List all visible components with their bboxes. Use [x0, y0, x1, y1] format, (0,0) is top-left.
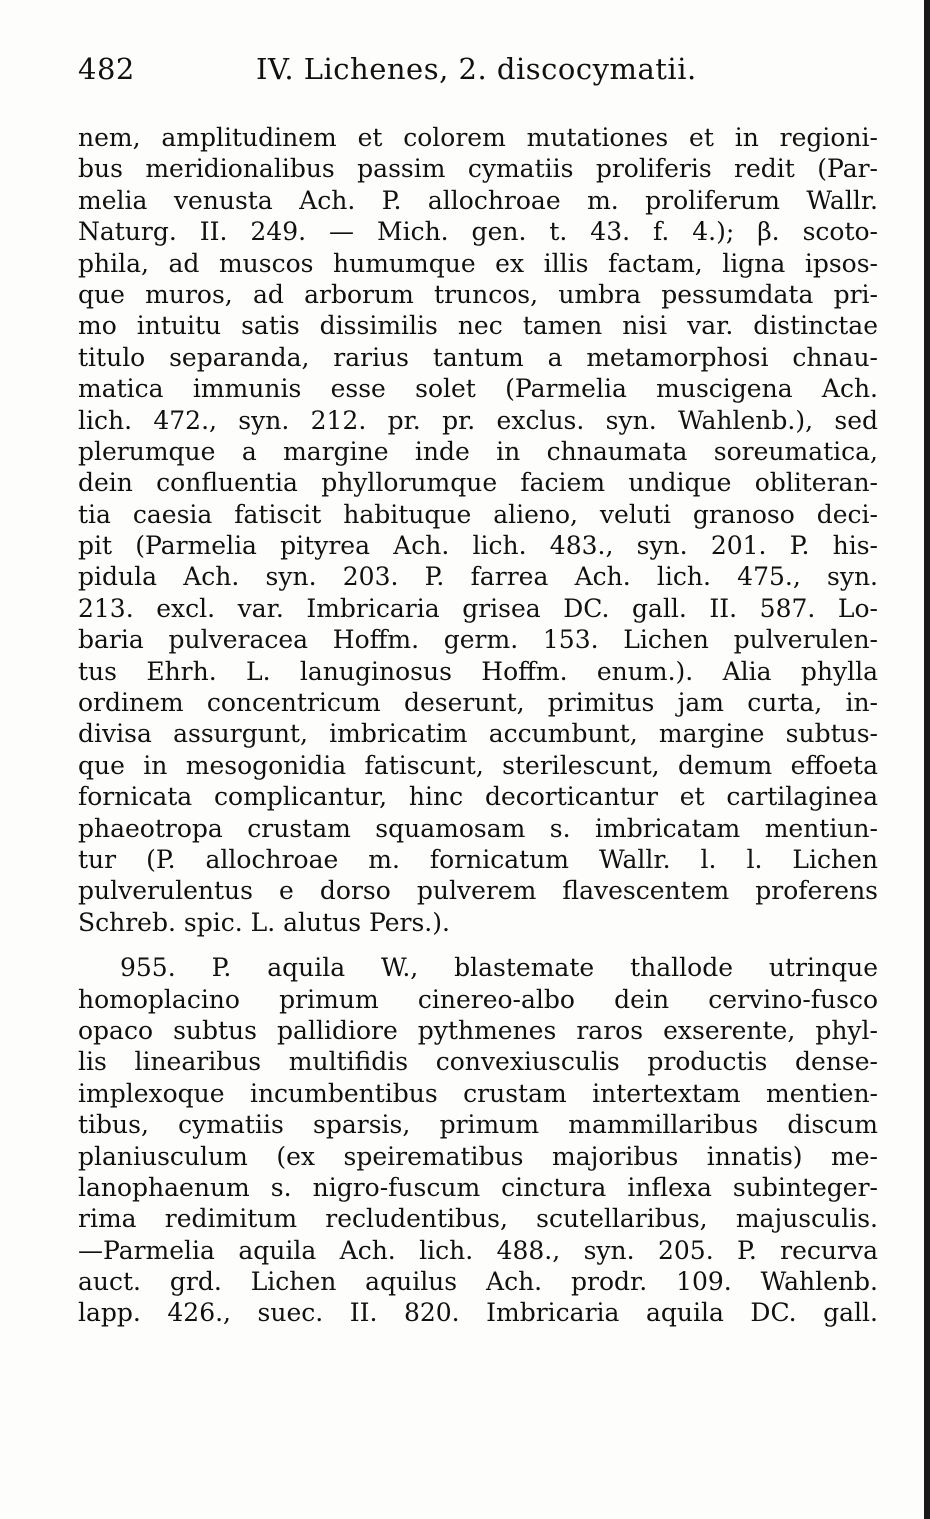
page-edge-shadow	[924, 0, 930, 1519]
text-line: 213. excl. var. Imbricaria grisea DC. gall. II. 587. Lo-	[78, 593, 878, 623]
text-line: plerumque a margine inde in chnaumata soreumatica,	[78, 436, 878, 466]
text-line: que in mesogonidia fatiscunt, sterilescunt, demum effoeta	[78, 750, 878, 780]
text-line: lanophaenum s. nigro-fuscum cinctura inflexa subinteger-	[78, 1172, 878, 1202]
text-line: Naturg. II. 249. — Mich. gen. t. 43. f. 4.); β. scoto-	[78, 217, 878, 247]
text-line: —Parmelia aquila Ach. lich. 488., syn. 205. P. recurva	[78, 1235, 878, 1265]
text-line: fornicata complicantur, hinc decorticantur et cartilaginea	[78, 782, 878, 812]
text-line: homoplacino primum cinereo-albo dein cervino-fusco	[78, 984, 878, 1014]
page-header	[78, 52, 870, 96]
text-line: phaeotropa crustam squamosam s. imbricatam mentiun-	[78, 813, 878, 843]
text-line: planiusculum (ex speirematibus majoribus innatis) me-	[78, 1141, 878, 1171]
text-line: Schreb. spic. L. alutus Pers.).	[78, 907, 450, 937]
text-line: mo intuitu satis dissimilis nec tamen nisi var. distinctae	[78, 311, 878, 341]
text-line: opaco subtus pallidiore pythmenes raros exserente, phyl-	[78, 1015, 878, 1045]
text-line: tus Ehrh. L. lanuginosus Hoffm. enum.). Alia phylla	[78, 656, 878, 686]
text-line: titulo separanda, rarius tantum a metamorphosi chnau-	[78, 342, 878, 372]
text-line: matica immunis esse solet (Parmelia muscigena Ach.	[78, 374, 878, 404]
text-line: nem, amplitudinem et colorem mutationes et in regioni-	[78, 123, 878, 152]
text-line: pidula Ach. syn. 203. P. farrea Ach. lich. 475., syn.	[78, 562, 878, 592]
page-number: 482	[78, 52, 135, 86]
text-line: phila, ad muscos humumque ex illis factam, ligna ipsos-	[78, 248, 878, 278]
text-line: dein confluentia phyllorumque faciem undique obliteran-	[78, 468, 878, 498]
text-line: pulverulentus e dorso pulverem flavescentem proferens	[78, 876, 878, 906]
text-line: divisa assurgunt, imbricatim accumbunt, margine subtus-	[78, 719, 878, 749]
text-line: baria pulveracea Hoffm. germ. 153. Lichen pulverulen-	[78, 625, 878, 655]
text-line: tur (P. allochroae m. fornicatum Wallr. l. l. Lichen	[78, 844, 878, 874]
text-line: tibus, cymatiis sparsis, primum mammillaribus discum	[78, 1110, 878, 1140]
text-line: melia venusta Ach. P. allochroae m. proliferum Wallr.	[78, 185, 878, 215]
running-title: IV. Lichenes, 2. discocymatii.	[256, 52, 697, 86]
text-line: rima redimitum recludentibus, scutellaribus, majusculis.	[78, 1204, 878, 1234]
text-line: que muros, ad arborum truncos, umbra pessumdata pri-	[78, 279, 878, 309]
text-line: ordinem concentricum deserunt, primitus jam curta, in-	[78, 688, 878, 718]
text-line: auct. grd. Lichen aquilus Ach. prodr. 109. Wahlenb.	[78, 1267, 878, 1297]
text-line: lis linearibus multifidis convexiusculis productis dense-	[78, 1047, 878, 1077]
text-line: bus meridionalibus passim cymatiis proliferis redit (Par-	[78, 154, 878, 184]
text-line: lapp. 426., suec. II. 820. Imbricaria aquila DC. gall.	[78, 1298, 878, 1328]
body-text	[78, 122, 878, 1329]
text-line: tia caesia fatiscit habituque alieno, veluti granoso deci-	[78, 499, 878, 529]
text-line: lich. 472., syn. 212. pr. pr. exclus. syn. Wahlenb.), sed	[78, 405, 878, 435]
text-line: pit (Parmelia pityrea Ach. lich. 483., syn. 201. P. his-	[78, 531, 878, 561]
entry-heading-line: 955. P. aquila W., blastemate thallode utrinque	[120, 953, 878, 983]
text-line: implexoque incumbentibus crustam intertextam mentien-	[78, 1078, 878, 1108]
